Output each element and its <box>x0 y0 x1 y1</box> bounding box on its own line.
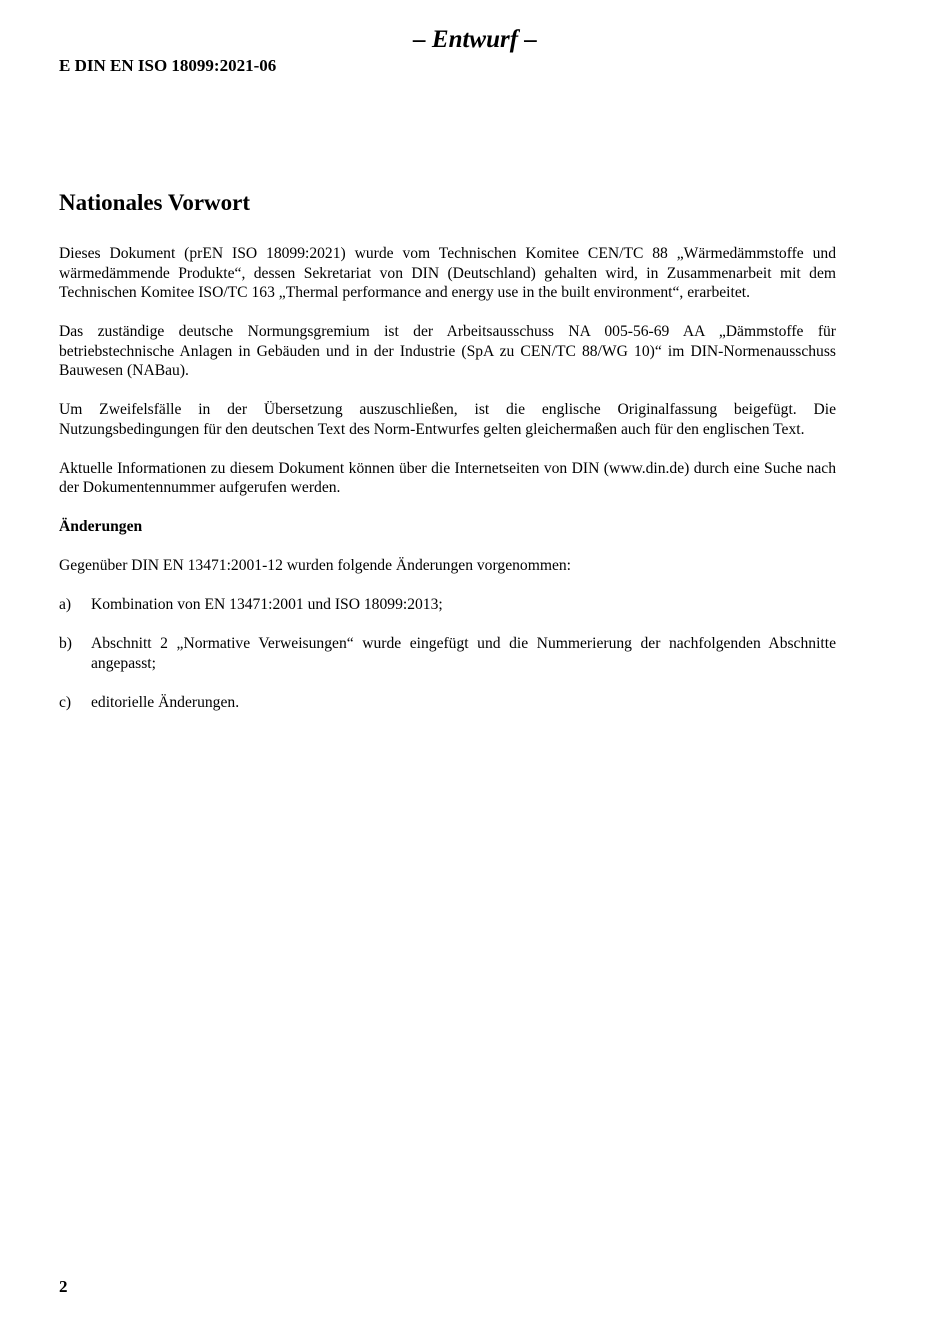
draft-watermark-heading: – Entwurf – <box>413 26 537 53</box>
paragraph-committee: Dieses Dokument (prEN ISO 18099:2021) wurde vom Technischen Komitee CEN/TC 88 „Wärmedämmstoffe und wärmedämmende Produkte“, dessen Sekretariat von DIN (Deutschland) gehalten wird, in Zusammenarbeit mit dem Technischen Komitee ISO/TC 163 „Thermal performance and energy use in the built environment“, erarbeitet. <box>59 245 836 301</box>
changes-intro: Gegenüber DIN EN 13471:2001-12 wurden folgende Änderungen vorgenommen: <box>59 557 572 574</box>
list-item <box>59 693 836 713</box>
paragraph-information: Aktuelle Informationen zu diesem Dokument können über die Internetseiten von DIN (www.din.de) durch eine Suche nach der Dokumentennummer aufgerufen werden. <box>59 459 836 496</box>
page-content <box>59 188 836 732</box>
page-number: 2 <box>59 1277 68 1296</box>
paragraph-translation: Um Zweifelsfälle in der Übersetzung auszuschließen, ist die englische Originalfassung beigefügt. Die Nutzungsbedingungen für den deutschen Text des Norm-Entwurfes gelten gleichermaßen auch für den englischen Text. <box>59 401 836 438</box>
list-item-text: editorielle Änderungen. <box>91 693 240 711</box>
document-identifier: E DIN EN ISO 18099:2021-06 <box>59 56 277 75</box>
list-marker: b) <box>59 635 72 652</box>
changes-heading: Änderungen <box>59 518 143 535</box>
list-marker: a) <box>59 596 72 613</box>
paragraph-responsible-body: Das zuständige deutsche Normungsgremium ist der Arbeitsausschuss NA 005-56-69 AA „Dämmstoffe für betriebstechnische Anlagen in Gebäuden und in der Industrie (SpA zu CEN/TC 88/WG 10)“ im DIN-Normenausschuss Bauwesen (NABau). <box>59 323 836 379</box>
section-title: Nationales Vorwort <box>59 190 251 215</box>
changes-list <box>59 595 836 712</box>
list-item <box>59 595 836 615</box>
list-item-text: Abschnitt 2 „Normative Verweisungen“ wurde eingefügt und die Nummerierung der nachfolgenden Abschnitte angepasst; <box>91 635 836 672</box>
list-marker: c) <box>59 693 72 711</box>
list-item-text: Kombination von EN 13471:2001 und ISO 18099:2013; <box>91 596 443 613</box>
list-item <box>59 634 836 673</box>
